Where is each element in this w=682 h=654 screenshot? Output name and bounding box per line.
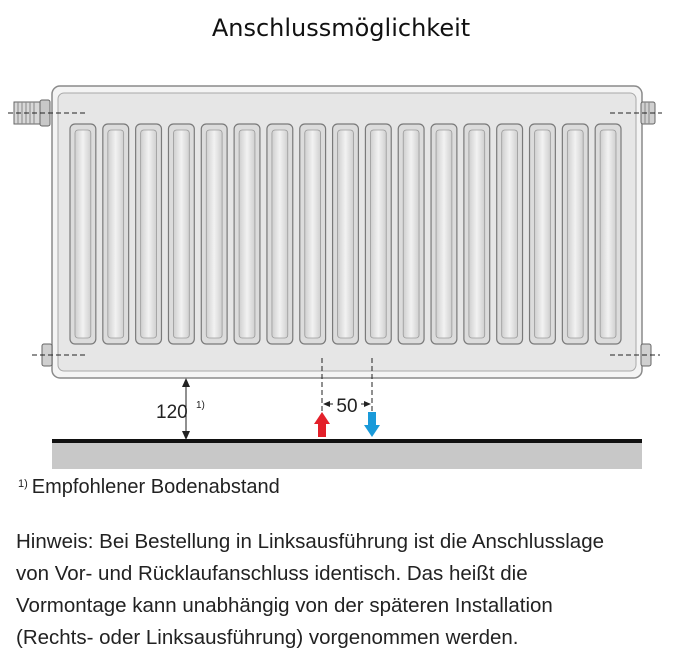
note-line: Hinweis: Bei Bestellung in Linksausführung ist die Anschlusslage <box>16 530 605 553</box>
note-line: Vormontage kann unabhängig von der späteren Installation <box>16 594 553 617</box>
installation-note <box>16 526 682 654</box>
floor-distance-footnote-mark: 1) <box>196 400 205 411</box>
footnote-text: Empfohlener Bodenabstand <box>31 476 280 498</box>
floor-distance-label: 120 <box>156 402 188 423</box>
radiator-fin-inner <box>305 130 321 338</box>
radiator-fin-inner <box>141 130 157 338</box>
note-line: (Rechts- oder Linksausführung) vorgenommen werden. <box>16 626 519 649</box>
radiator-fin-inner <box>436 130 452 338</box>
radiator-fins <box>70 124 621 344</box>
radiator-fin-inner <box>338 130 354 338</box>
radiator-fin-inner <box>502 130 518 338</box>
radiator-fin-inner <box>272 130 288 338</box>
page-title: Anschlussmöglichkeit <box>211 14 471 42</box>
radiator-fin-inner <box>403 130 419 338</box>
footnote-mark: 1) <box>18 478 28 490</box>
footnote <box>18 476 280 499</box>
spacing-dimension <box>323 393 371 417</box>
radiator-fin-inner <box>370 130 386 338</box>
spacing-label: 50 <box>336 396 358 417</box>
note-line: von Vor- und Rücklaufanschluss identisch. Das heißt die <box>16 562 528 585</box>
radiator-fin-inner <box>173 130 189 338</box>
radiator-fin-inner <box>206 130 222 338</box>
supply-arrow-icon <box>314 412 330 437</box>
radiator-fin-inner <box>535 130 551 338</box>
radiator-fin-inner <box>469 130 485 338</box>
radiator-fin-inner <box>75 130 91 338</box>
radiator-fin-inner <box>239 130 255 338</box>
floor-distance-dimension <box>156 378 205 440</box>
radiator-fin-inner <box>600 130 616 338</box>
radiator-body <box>52 86 642 378</box>
floor <box>52 439 642 469</box>
radiator-fin-inner <box>567 130 583 338</box>
radiator-fin-inner <box>108 130 124 338</box>
return-arrow-icon <box>364 412 380 437</box>
